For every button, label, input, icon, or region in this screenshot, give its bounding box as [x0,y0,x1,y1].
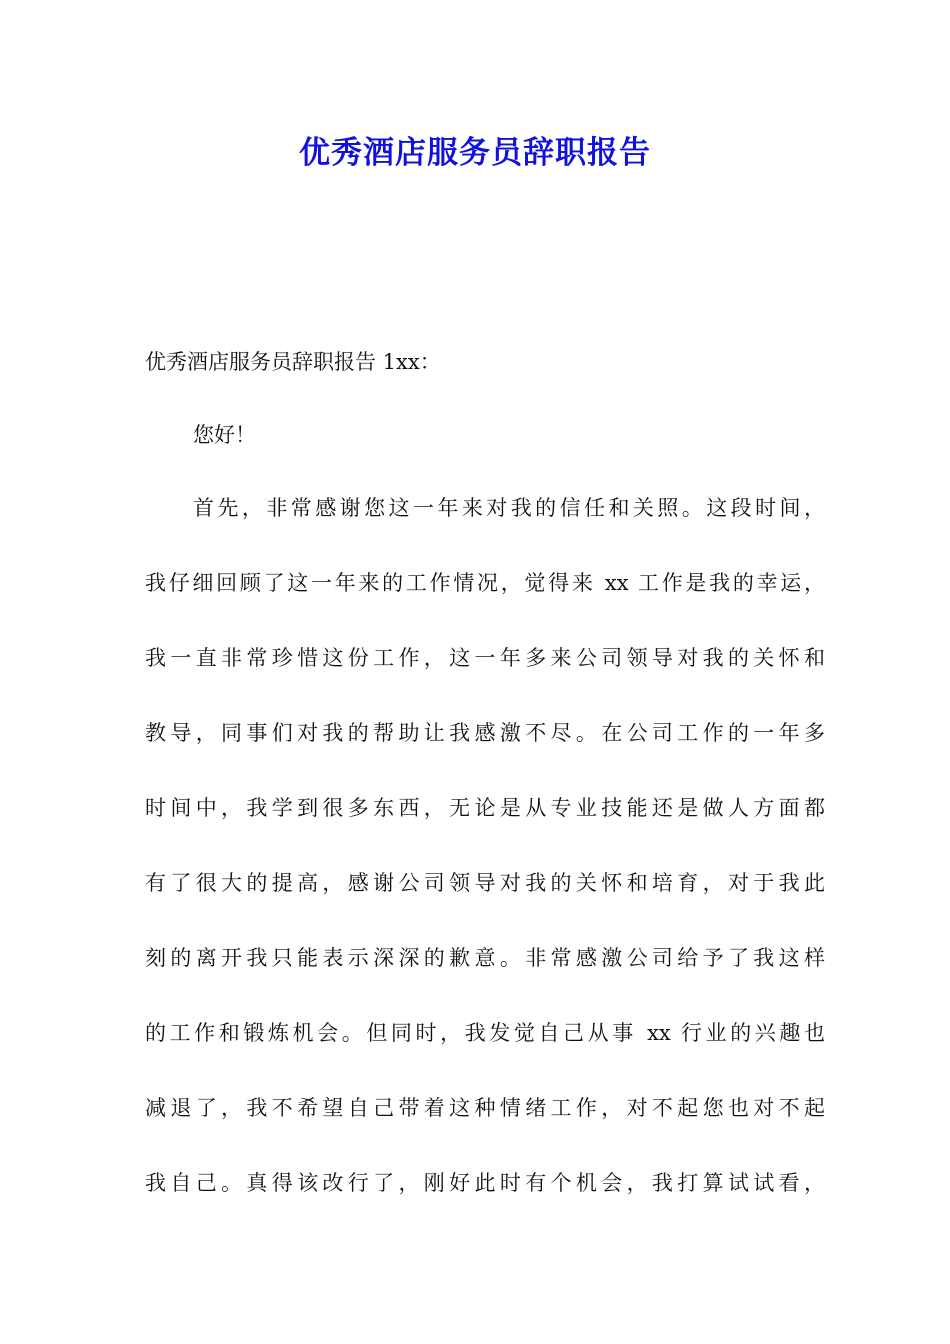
body-line-7: 刻的离开我只能表示深深的歉意。非常感激公司给予了我这样 [145,946,825,970]
body-line-1: 首先，非常感谢您这一年来对我的信任和关照。这段时间， [193,496,825,520]
body-line-9: 减退了，我不希望自己带着这种情绪工作，对不起您也对不起 [145,1096,825,1120]
body-paragraph [145,488,825,1238]
salutation-line: 优秀酒店服务员辞职报告 1xx： [145,350,441,374]
body-line-4: 教导，同事们对我的帮助让我感激不尽。在公司工作的一年多 [145,721,825,745]
body-line-8: 的工作和锻炼机会。但同时，我发觉自己从事 xx 行业的兴趣也 [145,1021,825,1045]
body-line-10: 我自己。真得该改行了，刚好此时有个机会，我打算试试看， [145,1171,825,1195]
document-title: 优秀酒店服务员辞职报告 [299,135,651,171]
body-line-2: 我仔细回顾了这一年来的工作情况，觉得来 xx 工作是我的幸运， [145,571,825,595]
greeting-line: 您好！ [193,423,256,447]
body-line-3: 我一直非常珍惜这份工作，这一年多来公司领导对我的关怀和 [145,646,825,670]
body-line-6: 有了很大的提高，感谢公司领导对我的关怀和培育，对于我此 [145,871,825,895]
body-line-5: 时间中，我学到很多东西，无论是从专业技能还是做人方面都 [145,796,825,820]
